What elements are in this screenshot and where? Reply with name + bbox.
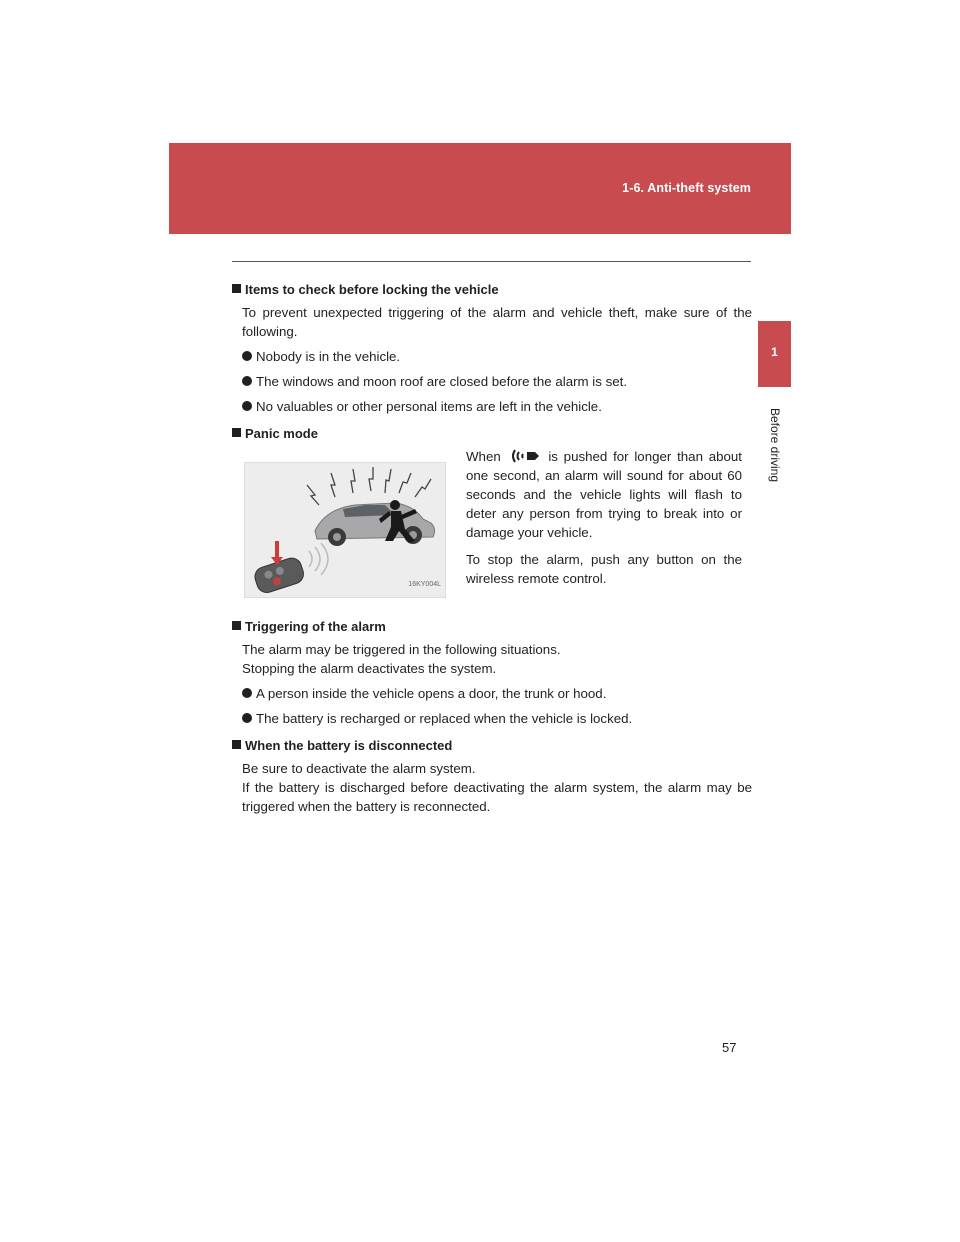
paragraph: Be sure to deactivate the alarm system. [242, 761, 476, 776]
bullet-icon [242, 401, 252, 411]
page-content [232, 280, 752, 822]
bullet-icon [242, 713, 252, 723]
figure-code: 16KY004L [408, 581, 441, 588]
paragraph: Stopping the alarm deactivates the system. [242, 661, 497, 676]
heading-square-icon [232, 621, 241, 630]
list-item: A person inside the vehicle opens a door, the trunk or hood. [242, 684, 752, 703]
heading-square-icon [232, 740, 241, 749]
heading-square-icon [232, 284, 241, 293]
section-heading: Panic mode [232, 424, 752, 443]
header-band [169, 143, 791, 234]
bullet-icon [242, 688, 252, 698]
panic-mode-block [232, 447, 752, 617]
section-heading: When the battery is disconnected [232, 736, 752, 755]
chapter-tab [758, 321, 791, 387]
panic-paragraph: When is pushed for longer than about one second, an alarm will sound for about 60 seconds and the vehicle lights will flash to deter any person from trying to break into or damage your vehicle. [466, 449, 743, 540]
bullet-icon [242, 351, 252, 361]
section-heading: Triggering of the alarm [232, 617, 752, 636]
panic-description [466, 447, 742, 596]
heading-square-icon [232, 428, 241, 437]
paragraph: To prevent unexpected triggering of the alarm and vehicle theft, make sure of the following. [242, 305, 752, 339]
list-item: No valuables or other personal items are left in the vehicle. [242, 397, 752, 416]
panic-stop-paragraph: To stop the alarm, push any button on the wireless remote control. [466, 552, 742, 586]
chapter-label [766, 400, 784, 490]
section-heading: Items to check before locking the vehicle [232, 280, 752, 299]
divider [232, 261, 751, 262]
panic-button-icon [507, 447, 543, 465]
paragraph: The alarm may be triggered in the following situations. [242, 642, 561, 657]
list-item: The battery is recharged or replaced when the vehicle is locked. [242, 709, 752, 728]
section-title: 1-6. Anti-theft system [622, 181, 751, 195]
list-item: The windows and moon roof are closed before the alarm is set. [242, 372, 752, 391]
list-item: Nobody is in the vehicle. [242, 347, 752, 366]
chapter-label-text: Before driving [768, 407, 782, 483]
page-number: 57 [722, 1040, 737, 1055]
paragraph: If the battery is discharged before deactivating the alarm system, the alarm may be triggered when the battery is reconnected. [242, 780, 752, 814]
chapter-number: 1 [771, 345, 778, 359]
bullet-icon [242, 376, 252, 386]
panic-illustration [244, 462, 446, 598]
